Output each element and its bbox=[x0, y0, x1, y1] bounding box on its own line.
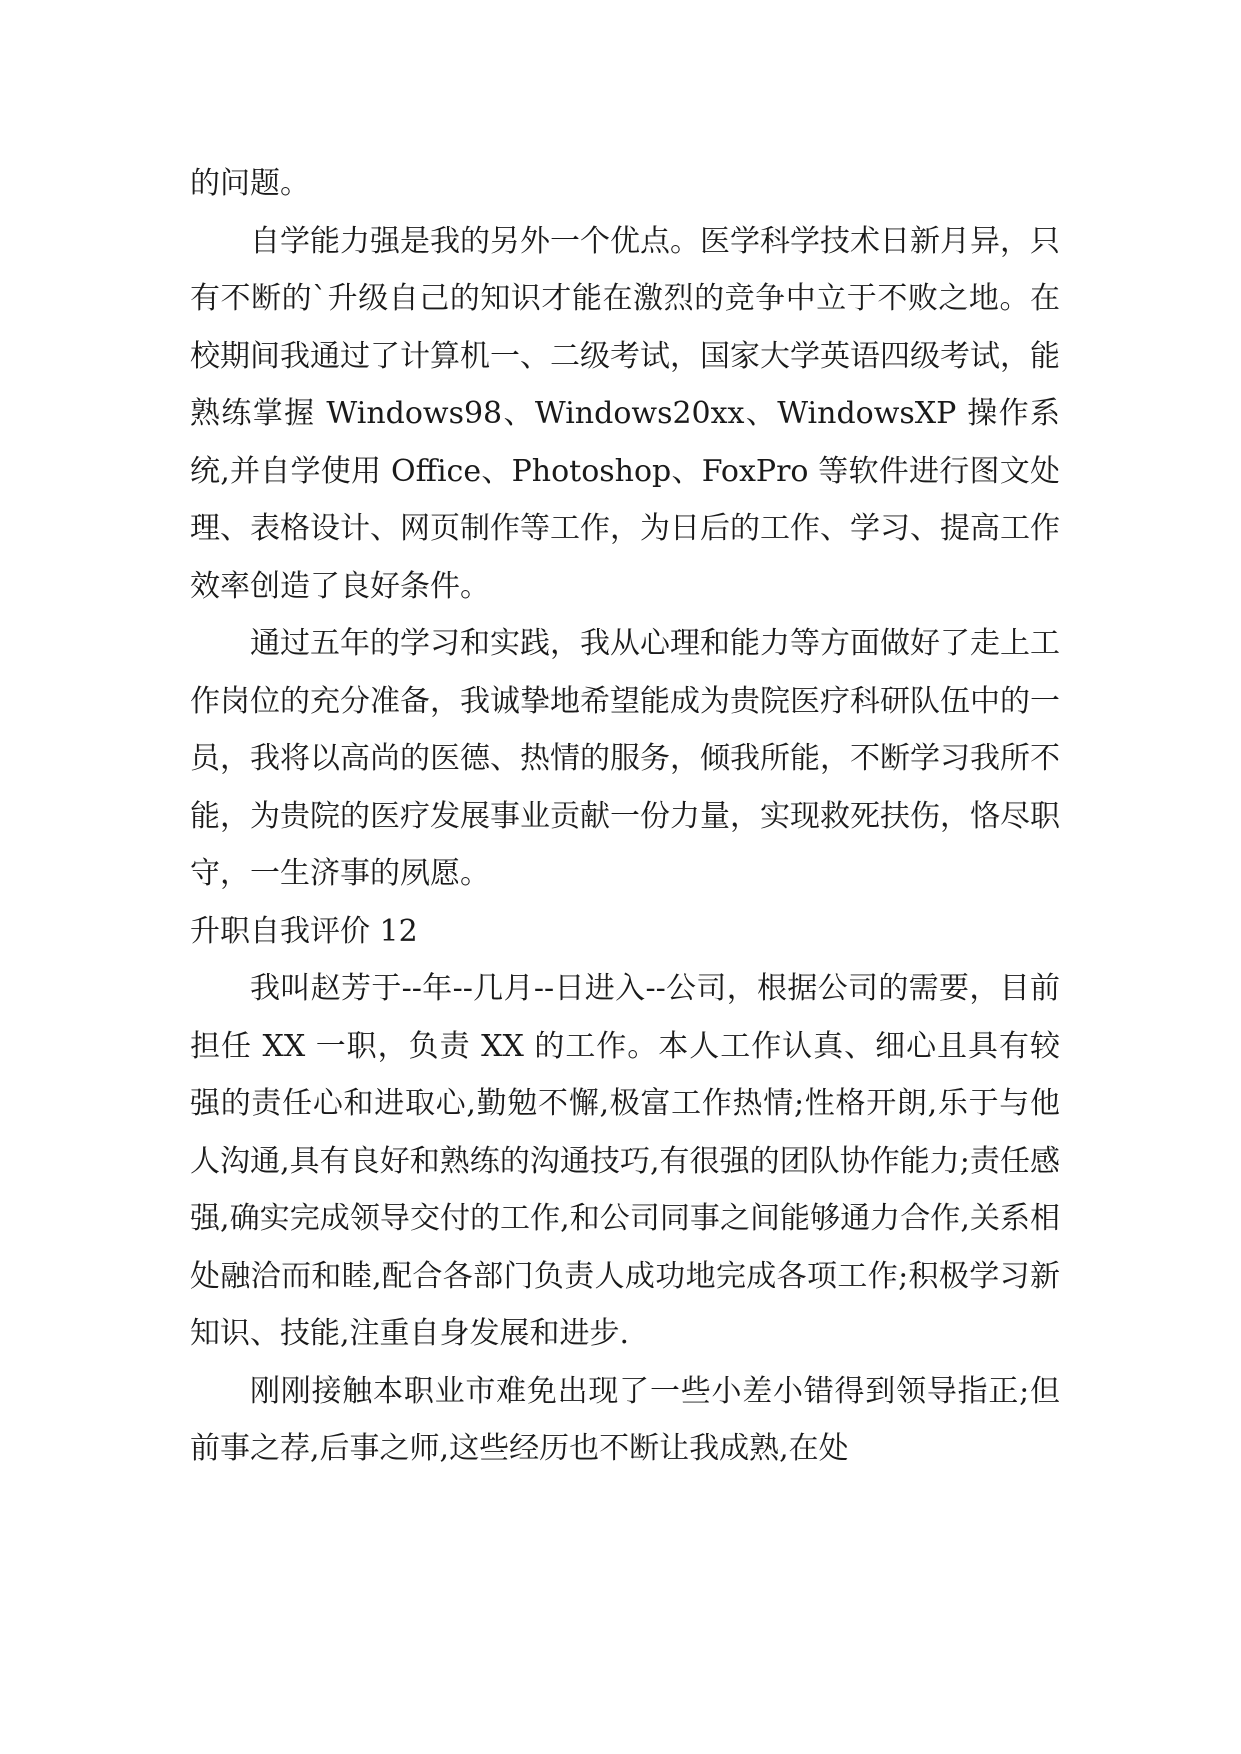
paragraph-practice: 通过五年的学习和实践，我从心理和能力等方面做好了走上工作岗位的充分准备，我诚挚地希望能成为贵院医疗科研队伍中的一员，我将以高尚的医德、热情的服务，倾我所能，不断学习我所不能，为贵院的医疗发展事业贡献一份力量，实现救死扶伤，恪尽职守，一生济事的夙愿。 bbox=[190, 626, 1060, 891]
paragraph-introduction: 我叫赵芳于--年--几月--日进入--公司，根据公司的需要，目前担任 XX 一职，负责 XX 的工作。本人工作认真、细心且具有较强的责任心和进取心,勤勉不懈,极富工作热情;性格开朗,乐于与他人沟通,具有良好和熟练的沟通技巧,有很强的团队协作能力;责任感强,确实完成领导交付的工作,和公司同事之间能够通力合作,关系相处融洽而和睦,配合各部门负责人成功地完成各项工作;积极学习新知识、技能,注重自身发展和进步. bbox=[190, 971, 1060, 1351]
paragraph-experience: 刚刚接触本职业市难免出现了一些小差小错得到领导指正;但前事之荐,后事之师,这些经历也不断让我成熟,在处 bbox=[190, 1373, 1060, 1466]
section-heading: 升职自我评价 12 bbox=[190, 913, 418, 949]
paragraph-continued: 的问题。 bbox=[190, 166, 310, 201]
paragraph-self-study: 自学能力强是我的另外一个优点。医学科学技术日新月异，只有不断的`升级自己的知识才能在激烈的竞争中立于不败之地。在校期间我通过了计算机一、二级考试，国家大学英语四级考试，能熟练掌握 Windows98、Windows20xx、WindowsXP 操作系统,并自学使用 Office、Photoshop、FoxPro 等软件进行图文处理、表格设计、网页制作等工作，为日后的工作、学习、提高工作效率创造了良好条件。 bbox=[190, 223, 1060, 604]
document-body bbox=[190, 155, 1060, 1478]
